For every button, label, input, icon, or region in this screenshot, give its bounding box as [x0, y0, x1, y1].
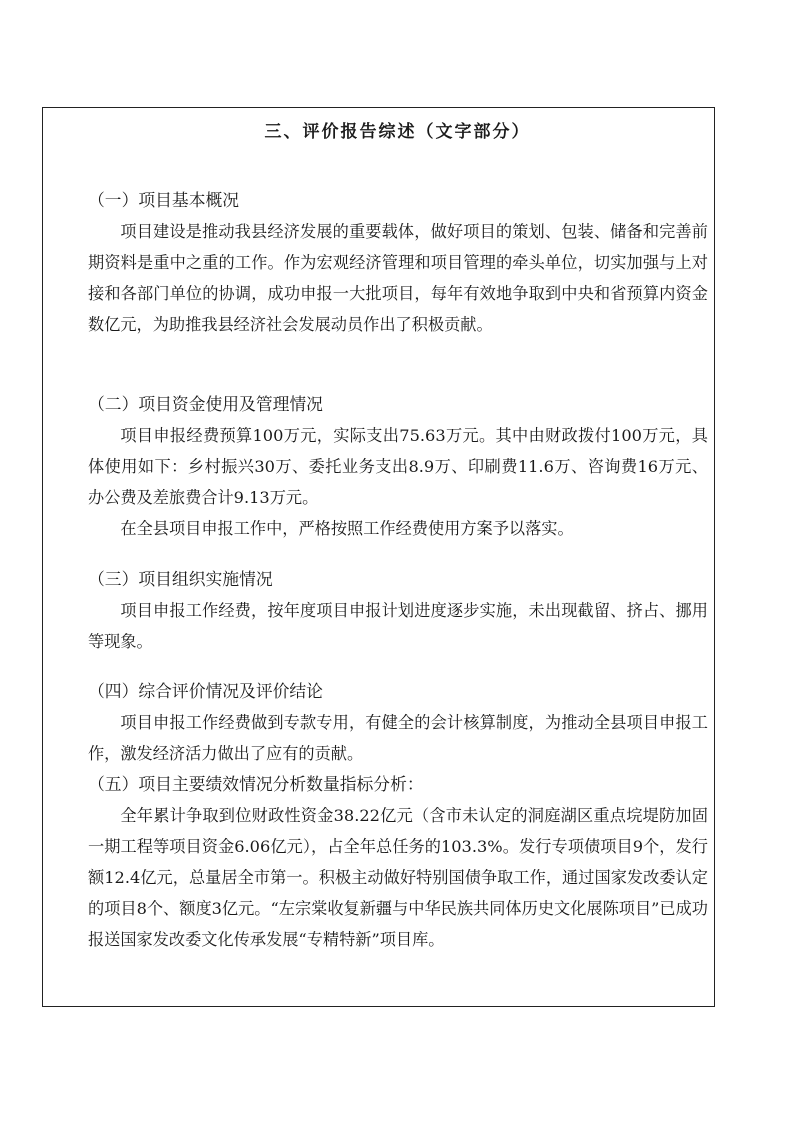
- section-4-paragraph: 项目申报工作经费做到专款专用，有健全的会计核算制度，为推动全县项目申报工作，激发经济活力做出了应有的贡献。: [88, 713, 708, 763]
- section-2-paragraph: 在全县项目申报工作中，严格按照工作经费使用方案予以落实。: [120, 519, 574, 538]
- section-2-body: [88, 420, 708, 544]
- section-2-heading: （二）项目资金使用及管理情况: [88, 394, 323, 414]
- section-5-heading: （五）项目主要绩效情况分析数量指标分析：: [88, 774, 424, 794]
- section-4-body: [88, 707, 708, 769]
- section-2-paragraph: 项目申报经费预算100万元，实际支出75.63万元。其中由财政拨付100万元，具体使用如下：乡村振兴30万、委托业务支出8.9万、印刷费11.6万、咨询费16万元、办公费及差旅费合计9.13万元。: [88, 426, 708, 507]
- section-5-paragraph: 全年累计争取到位财政性资金38.22亿元（含市未认定的洞庭湖区重点垸堤防加固一期工程等项目资金6.06亿元），占全年总任务的103.3%。发行专项债项目9个，发行额12.4亿元，总量居全市第一。积极主动做好特别国债争取工作，通过国家发改委认定的项目8个、额度3亿元。“左宗棠收复新疆与中华民族共同体历史文化展陈项目”已成功报送国家发改委文化传承发展“专精特新”项目库。: [88, 806, 708, 949]
- section-3-body: [88, 595, 708, 657]
- section-1-heading: （一）项目基本概况: [88, 190, 240, 210]
- page-title: 三、评价报告综述（文字部分）: [264, 122, 531, 142]
- section-3-paragraph: 项目申报工作经费，按年度项目申报计划进度逐步实施，未出现截留、挤占、挪用等现象。: [88, 601, 708, 651]
- section-1-paragraph: 项目建设是推动我县经济发展的重要载体，做好项目的策划、包装、储备和完善前期资料是重中之重的工作。作为宏观经济管理和项目管理的牵头单位，切实加强与上对接和各部门单位的协调，成功申报一大批项目，每年有效地争取到中央和省预算内资金数亿元，为助推我县经济社会发展动员作出了积极贡献。: [88, 222, 708, 334]
- section-3-heading: （三）项目组织实施情况: [88, 569, 273, 589]
- section-4-heading: （四）综合评价情况及评价结论: [88, 681, 323, 701]
- section-5-body: [88, 800, 708, 955]
- section-1-body: [88, 216, 708, 340]
